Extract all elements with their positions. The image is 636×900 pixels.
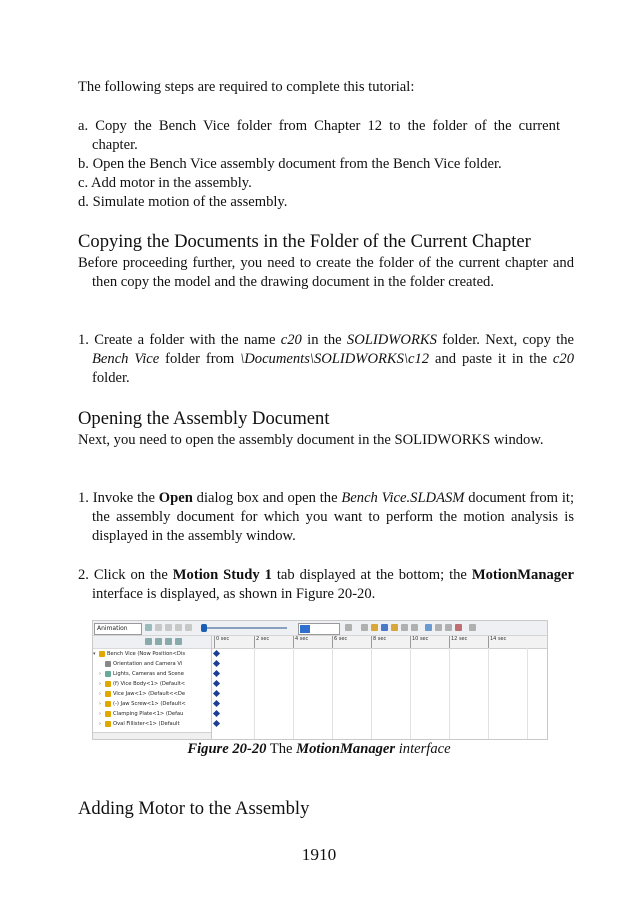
play-icon[interactable] bbox=[165, 624, 172, 631]
playback-slider[interactable] bbox=[203, 627, 287, 629]
tree-row[interactable]: › (-) Jaw Screw<1> (Default< bbox=[99, 701, 186, 707]
properties-icon[interactable] bbox=[469, 624, 476, 631]
intro-text: The following steps are required to complete this tutorial: bbox=[78, 79, 415, 95]
assembly-icon bbox=[99, 651, 105, 657]
time-ruler bbox=[212, 636, 547, 649]
calculate-icon[interactable] bbox=[145, 624, 152, 631]
section1-para: Before proceeding further, you need to create the folder of the current chapter and then copy the model and the drawing document in the folder created. bbox=[78, 255, 574, 290]
filter-selected-icon[interactable] bbox=[165, 638, 172, 645]
study-type-dropdown[interactable]: Animation bbox=[94, 623, 142, 635]
tree-scrollbar[interactable] bbox=[93, 732, 211, 739]
gravity-icon[interactable] bbox=[445, 624, 452, 631]
tree-row[interactable]: › (f) Vice Body<1> (Default< bbox=[99, 681, 186, 687]
section2-step2: 2. Click on the Motion Study 1 tab displayed at the bottom; the MotionManager interface is displayed, as shown in Figure 20-20. bbox=[78, 567, 574, 602]
tree-row[interactable]: › Oval Fillister<1> (Default bbox=[99, 721, 180, 727]
filter-results-icon[interactable] bbox=[175, 638, 182, 645]
play-from-start-icon[interactable] bbox=[155, 624, 162, 631]
part-icon bbox=[105, 701, 111, 707]
part-icon bbox=[105, 691, 111, 697]
playback-speed-icon[interactable] bbox=[185, 624, 192, 631]
step-b: b. Open the Bench Vice assembly document from the Bench Vice folder. bbox=[78, 156, 502, 172]
page-number: 1910 bbox=[301, 845, 337, 864]
motor-icon[interactable] bbox=[391, 624, 398, 631]
ruler-tick: 12 sec bbox=[449, 636, 467, 648]
animation-wizard-icon[interactable] bbox=[361, 624, 368, 631]
section1-step1: 1. Create a folder with the name c20 in the SOLIDWORKS folder. Next, copy the Bench Vice folder from \Documents\SOLIDWORKS\c12 and paste it in the c20 folder. bbox=[78, 332, 574, 386]
force-icon[interactable] bbox=[425, 624, 432, 631]
ruler-tick: 4 sec bbox=[293, 636, 308, 648]
figure-caption: Figure 20-20 The MotionManager interface bbox=[187, 741, 451, 757]
step-c: c. Add motor in the assembly. bbox=[78, 175, 252, 191]
stop-icon[interactable] bbox=[175, 624, 182, 631]
playback-mode-dropdown[interactable] bbox=[298, 623, 340, 635]
save-animation-icon[interactable] bbox=[345, 624, 352, 631]
section2-para: Next, you need to open the assembly document in the SOLIDWORKS window. bbox=[78, 432, 544, 448]
camera-icon bbox=[105, 661, 111, 667]
results-icon[interactable] bbox=[455, 624, 462, 631]
tree-row[interactable]: › Lights, Cameras and Scene bbox=[99, 671, 184, 677]
tree-row[interactable]: ▾ Bench Vice (Now Position<Dis bbox=[93, 651, 186, 657]
add-key-icon[interactable] bbox=[381, 624, 388, 631]
step-a: a. Copy the Bench Vice folder from Chapter 12 to the folder of the current chapter. bbox=[78, 118, 560, 153]
spring-icon[interactable] bbox=[401, 624, 408, 631]
part-icon bbox=[105, 681, 111, 687]
tree-row[interactable]: › Vice Jaw<1> (Default<<De bbox=[99, 691, 186, 697]
ruler-tick: 14 sec bbox=[488, 636, 506, 648]
ruler-tick: 0 sec bbox=[214, 636, 229, 648]
section2-step1: 1. Invoke the Open dialog box and open the Bench Vice.SLDASM document from it; the assembly document for which you want to perform the motion analysis is displayed in the assembly window. bbox=[78, 490, 575, 544]
autokey-icon[interactable] bbox=[371, 624, 378, 631]
section-heading-adding-motor: Adding Motor to the Assembly bbox=[78, 798, 310, 819]
section-heading-opening: Opening the Assembly Document bbox=[78, 408, 330, 429]
ruler-tick: 8 sec bbox=[371, 636, 386, 648]
ruler-tick: 2 sec bbox=[254, 636, 269, 648]
tree-row[interactable]: › Clamping Plate<1> (Defau bbox=[99, 711, 184, 717]
contact-icon[interactable] bbox=[435, 624, 442, 631]
motionmanager-tree bbox=[93, 636, 212, 739]
step-d: d. Simulate motion of the assembly. bbox=[78, 194, 288, 210]
part-icon bbox=[105, 721, 111, 727]
steps-list bbox=[78, 117, 560, 212]
motionmanager-toolbar bbox=[93, 621, 547, 636]
tree-row[interactable]: Orientation and Camera Vi bbox=[93, 659, 223, 669]
playback-slider-knob[interactable] bbox=[201, 624, 207, 632]
filter-animated-icon[interactable] bbox=[145, 638, 152, 645]
timeline-area[interactable] bbox=[212, 636, 547, 739]
motionmanager-figure bbox=[92, 620, 548, 740]
part-icon bbox=[105, 711, 111, 717]
ruler-tick: 10 sec bbox=[410, 636, 428, 648]
filter-driving-icon[interactable] bbox=[155, 638, 162, 645]
lights-icon bbox=[105, 671, 111, 677]
ruler-tick: 6 sec bbox=[332, 636, 347, 648]
tree-filter-bar bbox=[93, 636, 211, 649]
damper-icon[interactable] bbox=[411, 624, 418, 631]
section-heading-copying: Copying the Documents in the Folder of the Current Chapter bbox=[78, 231, 531, 252]
